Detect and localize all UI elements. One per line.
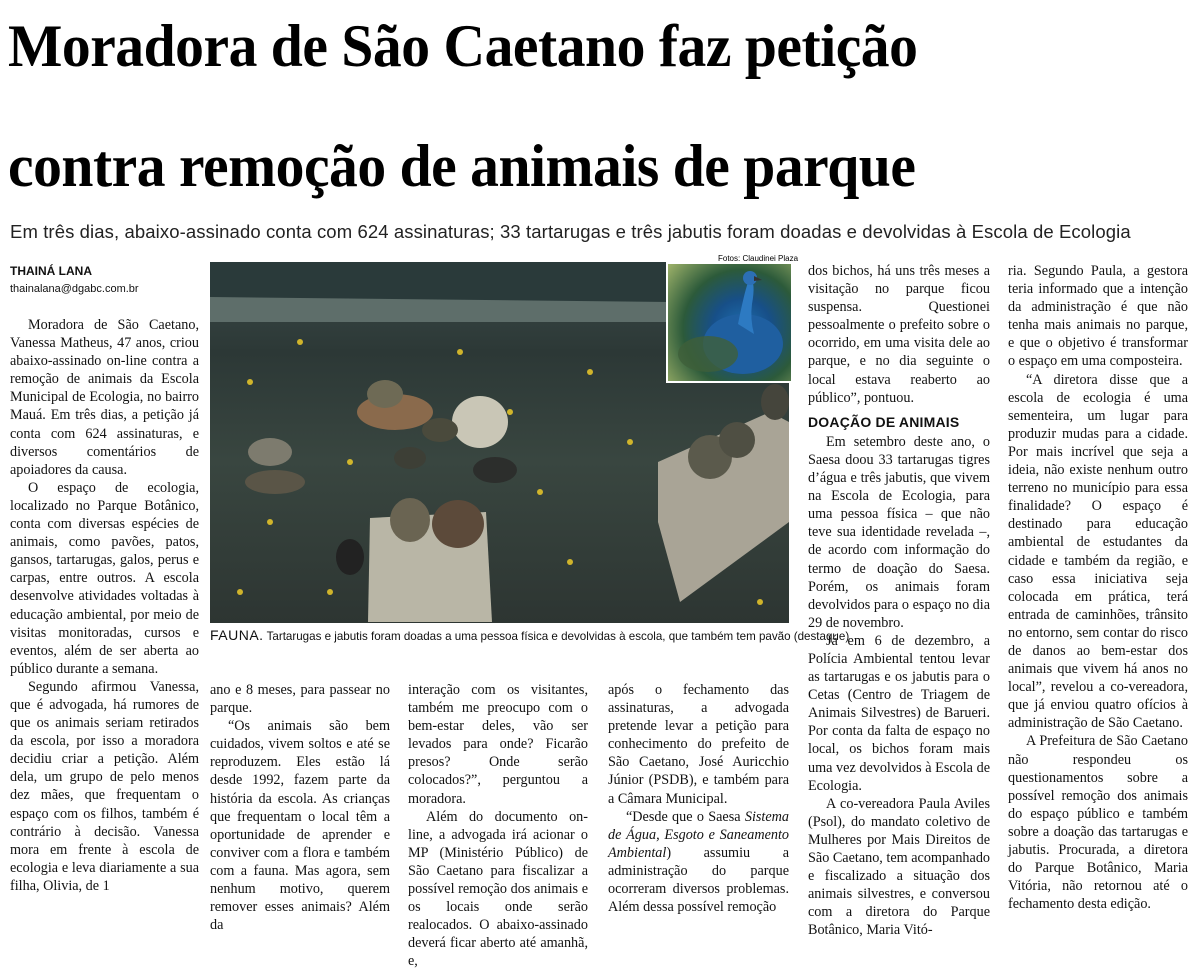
body-column-3 (408, 681, 588, 971)
body-column-4 (608, 681, 789, 916)
paragraph: A Prefeitura de São Caetano não respondeu os questionamentos sobre a possível remoção dos animais do espaço público e também sobre a doação das tartarugas e jabutis. Procurada, a diretora do Parque Botânico, Maria Vitória, não retornou até o fechamento desta edição. (1008, 733, 1188, 913)
headline-line-2: contra remoção de animais de parque (8, 133, 916, 199)
byline-author: THAINÁ LANA (10, 264, 92, 278)
paragraph (608, 808, 789, 917)
subheading: DOAÇÃO DE ANIMAIS (808, 413, 960, 430)
byline-email[interactable]: thainalana@dgabc.com.br (10, 283, 139, 295)
photo-caption (210, 627, 850, 643)
body-column-2 (210, 681, 390, 934)
peacock-inset-art (668, 264, 791, 381)
paragraph: “A diretora disse que a escola de ecologia é uma sementeira, um lugar para produzir mudas para a cidade. Por mais incrível que seja a ideia, não existe nenhum outro terreno no município para essa finalidade? O espaço é destinado para educação ambiental de estudantes da cidade e também da região, e caso essa iniciativa seja colocada em prática, terá entrada de caminhões, trânsito no entorno, sem contar do risco de danos ao bem-estar dos animais que vivem há anos no local”, revelou a co-vereadora, que já enviou quatro ofícios à administração de São Caetano. (1008, 371, 1188, 732)
headline-line-1: Moradora de São Caetano faz petição (8, 13, 918, 79)
photo-credit: Fotos: Claudinei Plaza (718, 254, 799, 263)
paragraph: interação com os visitantes, também me preocupo com o bem-estar deles, vão ser levados para onde? Ficarão presos? Onde serão colocados?”, perguntou a moradora. (408, 682, 588, 807)
paragraph: Já em 6 de dezembro, a Polícia Ambiental tentou levar as tartarugas e os jabutis para o Cetas (Centro de Triagem de Animais Silvestres) de Barueri. Por conta da falta de espaço no local, os bichos foram mais uma vez devolvidos à Escola de Ecologia. (808, 632, 990, 794)
saesa-expansion: Sistema de Água, Esgoto e Saneamento Ambiental (608, 808, 789, 861)
paragraph: dos bichos, há uns três meses a visitação no parque ficou suspensa. Questionei pessoalmente o prefeito sobre o ocorrido, em uma visita dele ao parque, e no dia seguinte o local estava reaberto ao público”, pontuou. (808, 263, 990, 406)
quote-continued: ) assumiu a administração do parque ocorreram diversos problemas. Além dessa possível remoção (608, 844, 789, 916)
paragraph: ano e 8 meses, para passear no parque. (210, 682, 390, 717)
paragraph: “Os animais são bem cuidados, vivem soltos e até se reproduzem. Eles estão lá desde 1992, fazem parte da história da escola. As crianças que frequentam o local têm a oportunidade de aprender e conviver com a flora e também com a fauna. Mas agora, sem nenhum motivo, querem remover esses animais? Além da (210, 718, 390, 934)
paragraph: Além do documento on-line, a advogada irá acionar o MP (Ministério Público) de São Caetano para fiscalizar a possível remoção dos animais e os locais onde serão realocados. O abaixo-assinado deverá ficar aberto até amanhã, e, (408, 808, 588, 970)
paragraph: ria. Segundo Paula, a gestora teria informado que a intenção da administração é que não tenha mais animais no parque, e que o objetivo é transformar o espaço em uma composteira. (1008, 263, 1188, 370)
paragraph: após o fechamento das assinaturas, a advogada pretende levar a petição para conhecimento do prefeito de São Caetano, José Auricchio Júnior (PSDB), e também para a Câmara Municipal. (608, 682, 789, 807)
caption-text: Tartarugas e jabutis foram doadas a uma pessoa física e devolvidas à escola, que também tem pavão (destaque) (263, 630, 850, 643)
peacock-inset-photo (666, 262, 793, 383)
paragraph: O espaço de ecologia, localizado no Parque Botânico, conta com diversas espécies de animais, como pavões, patos, gansos, tartarugas, galos, perus e carpas, entre outros. A escola desenvolve atividades voltadas à educação ambiental, por meio de visitas monitoradas, cursos e eventos, além de ser aberta ao público durante a semana. (10, 479, 199, 677)
paragraph: A co-vereadora Paula Aviles (Psol), do mandato coletivo de Mulheres por Mais Direitos de São Caetano, tem acompanhado e fiscalizado a situação dos animais silvestres, e conversou com a diretora do Parque Botânico, Maria Vitó- (808, 795, 991, 939)
body-column-5 (808, 262, 990, 939)
deck-subtitle: Em três dias, abaixo-assinado conta com 624 assinaturas; 33 tartarugas e três jabutis foram doadas e devolvidas à Escola de Ecologia (10, 221, 1131, 242)
body-column-1 (10, 316, 199, 895)
paragraph: Segundo afirmou Vanessa, que é advogada, há rumores de que os animais seriam retirados da escola, por isso a moradora decidiu criar a petição. Além dela, um grupo de pelo menos dez mães, que frequentam o espaço com os filhos, também é contrário à decisão. Vanessa mora em frente à escola de ecologia e leva diariamente a sua filha, Olivia, de 1 (10, 678, 199, 894)
caption-label: FAUNA. (210, 627, 264, 643)
paragraph: Moradora de São Caetano, Vanessa Matheus, 47 anos, criou abaixo-assinado on-line contra a remoção de animais da Escola Municipal de Ecologia, no bairro Mauá. Em três dias, a petição já conta com 624 assinaturas, e diversos comentários de apoiadores da causa. (10, 317, 199, 478)
paragraph: Em setembro deste ano, o Saesa doou 33 tartarugas tigres d’água e três jabutis, que vivem na Escola de Ecologia, para uma pessoa física – que não teve sua identidade revelada –, de acordo com informação do termo de doação do Saesa. Porém, os animais foram devolvidos para o espaço no dia 29 de novembro. (808, 433, 990, 631)
body-column-6 (1008, 262, 1188, 913)
quote-start: “Desde que o Saesa (626, 808, 745, 825)
